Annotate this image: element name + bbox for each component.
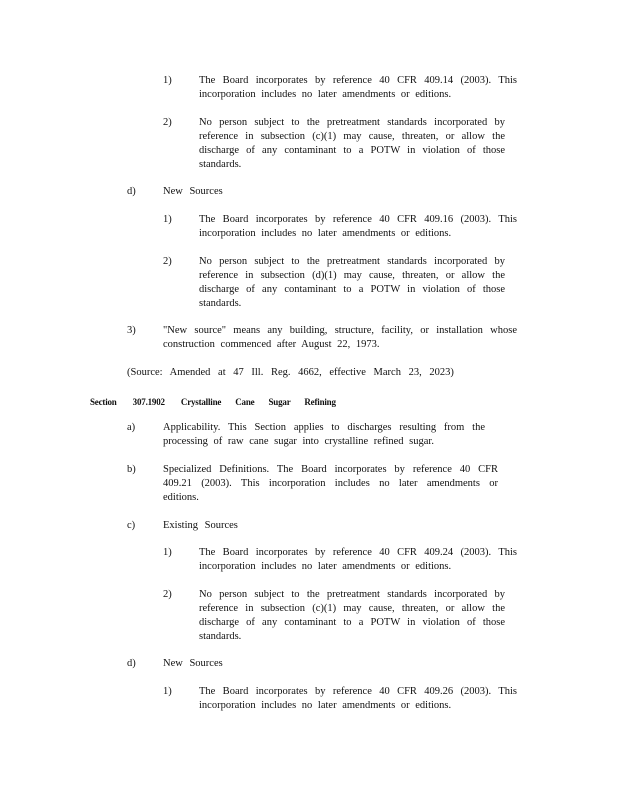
subsection-text: Applicability. This Section applies to discharges resulting from the processing of raw cane sugar into crystalline refined sugar. xyxy=(163,422,485,447)
subsection-letter: d) xyxy=(127,186,136,197)
subsection-title: Existing Sources xyxy=(163,520,238,531)
item-number: 2) xyxy=(163,117,172,128)
item-number: 1) xyxy=(163,686,172,697)
item-text: The Board incorporates by reference 40 CFR 409.24 (2003). This incorporation includes no later amendments or editions. xyxy=(199,547,517,572)
subsection-title: New Sources xyxy=(163,186,223,197)
item-text: No person subject to the pretreatment standards incorporated by reference in subsection (d)(1) may cause, threaten, or allow the discharge of any contaminant to a POTW in violation of those standards. xyxy=(199,256,505,309)
section-heading xyxy=(90,395,336,409)
subsection-text: Specialized Definitions. The Board incorporates by reference 40 CFR 409.21 (2003). This incorporation includes no later amendments or editions. xyxy=(163,464,498,503)
item-number: 3) xyxy=(127,325,136,336)
item-number: 2) xyxy=(163,256,172,267)
subsection-letter: a) xyxy=(127,422,136,433)
item-text: The Board incorporates by reference 40 CFR 409.26 (2003). This incorporation includes no later amendments or editions. xyxy=(199,686,517,711)
section-number: 307.1902 xyxy=(132,397,165,407)
section-label: Section xyxy=(90,397,117,407)
section-title: Crystalline Cane Sugar Refining xyxy=(180,397,336,407)
source-note: (Source: Amended at 47 Ill. Reg. 4662, effective March 23, 2023) xyxy=(127,367,454,378)
subsection-title: New Sources xyxy=(163,658,223,669)
subsection-letter: b) xyxy=(127,464,136,475)
item-text: The Board incorporates by reference 40 CFR 409.14 (2003). This incorporation includes no later amendments or editions. xyxy=(199,75,517,100)
item-text: No person subject to the pretreatment standards incorporated by reference in subsection (c)(1) may cause, threaten, or allow the discharge of any contaminant to a POTW in violation of those standards. xyxy=(199,117,505,170)
subsection-letter: c) xyxy=(127,520,136,531)
item-text: The Board incorporates by reference 40 CFR 409.16 (2003). This incorporation includes no later amendments or editions. xyxy=(199,214,517,239)
item-number: 1) xyxy=(163,214,172,225)
item-text: "New source" means any building, structure, facility, or installation whose construction commenced after August 22, 1973. xyxy=(163,325,517,350)
item-number: 1) xyxy=(163,547,172,558)
item-text: No person subject to the pretreatment standards incorporated by reference in subsection (c)(1) may cause, threaten, or allow the discharge of any contaminant to a POTW in violation of those standards. xyxy=(199,589,505,642)
item-number: 1) xyxy=(163,75,172,86)
subsection-letter: d) xyxy=(127,658,136,669)
item-number: 2) xyxy=(163,589,172,600)
